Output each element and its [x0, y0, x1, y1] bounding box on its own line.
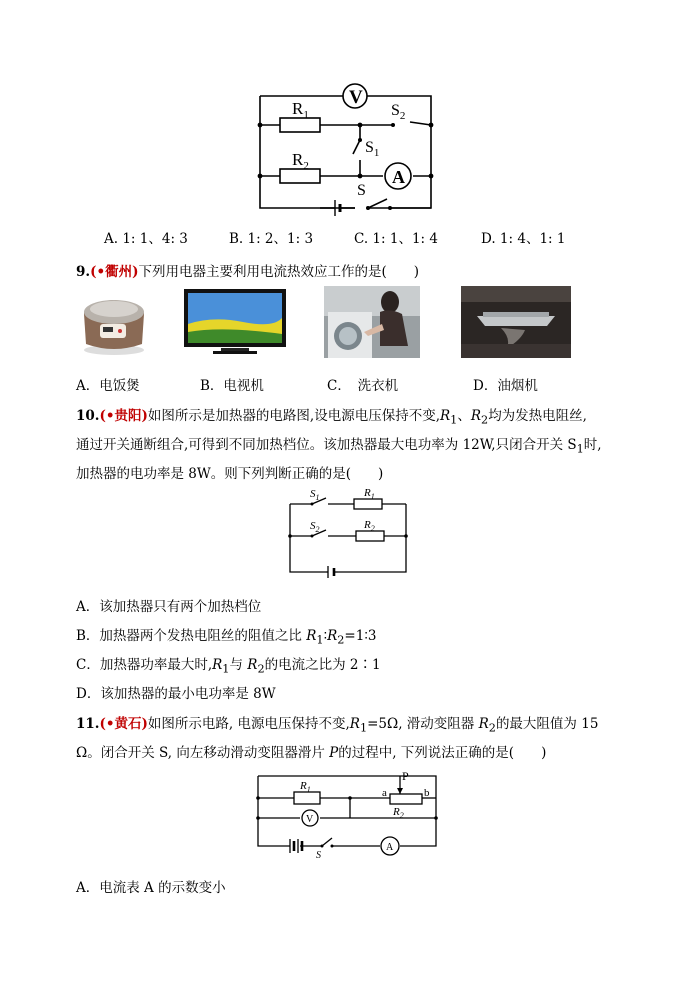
q10-option-a: A．该加热器只有两个加热档位: [76, 599, 262, 615]
s-label: S: [357, 182, 366, 199]
q11-source: (•黄石): [99, 716, 148, 732]
q11-stem-line1: 11.(•黄石)如图所示电路, 电源电压保持不变$,R_1=5\Omega$, 滑动变阻器 $R_2$的最大阻值为 15: [76, 716, 599, 735]
q10-number: 10.: [76, 408, 100, 424]
q11-number: 11.: [76, 716, 100, 732]
rice-cooker-image: [76, 288, 152, 358]
q10-option-c: C．加热器功率最大时$,R_1$与 $R_2$的电流之比为 2∶1: [76, 657, 381, 676]
ammeter-label: A: [392, 167, 405, 187]
q10-source: (•贵阳): [99, 408, 148, 424]
washing-machine-image: [324, 286, 420, 358]
ammeter-label: A: [386, 842, 394, 853]
r1-label: $R_1$: [364, 487, 375, 501]
r2-label: $R_2$: [393, 806, 404, 820]
q10-circuit-diagram: [282, 486, 412, 582]
q9-stem: [76, 263, 419, 281]
q10-stem-line2: 通过开关通断组合,可得到不同加热档位。该加热器最大电功率为 12W,只闭合开关 $S_1$时,: [76, 437, 602, 456]
q9-option-b: B．电视机: [200, 378, 264, 394]
q8-option-d: D. 1: 4、1: 1: [481, 231, 566, 247]
s2-label: $S_2$: [310, 520, 320, 534]
q8-option-b: B. 1: 2、1: 3: [229, 231, 314, 247]
q10-option-d: D．该加热器的最小电功率是 8W: [76, 686, 276, 702]
s2-label: $S_2$: [391, 102, 406, 122]
r1-label: $R_1$: [300, 780, 311, 794]
r1-label: $R_1$: [292, 99, 309, 121]
s1-label: $S_1$: [365, 139, 380, 159]
q9-text: 下列用电器主要利用电流热效应工作的是( ): [138, 264, 420, 280]
q9-number: 9.: [76, 264, 91, 280]
voltmeter-label: V: [306, 814, 314, 825]
television-image: [183, 288, 287, 356]
range-hood-image: [461, 286, 571, 358]
r2-label: $R_2$: [292, 150, 309, 172]
q9-option-a: A．电饭煲: [76, 378, 140, 394]
q9-option-d: D．油烟机: [473, 378, 538, 394]
q8-option-c: C. 1: 1、1: 4: [354, 231, 438, 247]
terminal-a-label: a: [382, 787, 387, 799]
s-label: S: [316, 850, 321, 860]
q10-option-b: B．加热器两个发热电阻丝的阻值之比 $R_1∶R_2=1∶3$: [76, 628, 377, 647]
terminal-b-label: b: [424, 787, 430, 799]
q11-stem-line2: Ω。闭合开关 S, 向左移动滑动变阻器滑片 P的过程中, 下列说法正确的是( ): [76, 745, 547, 761]
voltmeter-label: V: [349, 87, 363, 108]
q11-option-a: A．电流表 A 的示数变小: [76, 880, 226, 896]
q11-circuit-diagram: [250, 768, 445, 860]
q8-circuit-diagram: [250, 72, 440, 220]
s1-label: $S_1$: [310, 488, 320, 502]
q8-option-a: A. 1: 1、4: 3: [104, 231, 188, 247]
q9-option-c: C． 洗衣机: [327, 378, 399, 394]
q9-source: (•衢州): [90, 264, 139, 280]
r2-label: $R_2$: [364, 519, 375, 533]
q10-stem-line3: 加热器的电功率是 8W。则下列判断正确的是( ): [76, 466, 384, 482]
slider-p-label: P: [402, 769, 409, 783]
q10-stem-line1: 10.(•贵阳)如图所示是加热器的电路图,设电源电压保持不变$,R_1$、$R_2$均为发热电阻丝,: [76, 408, 587, 427]
